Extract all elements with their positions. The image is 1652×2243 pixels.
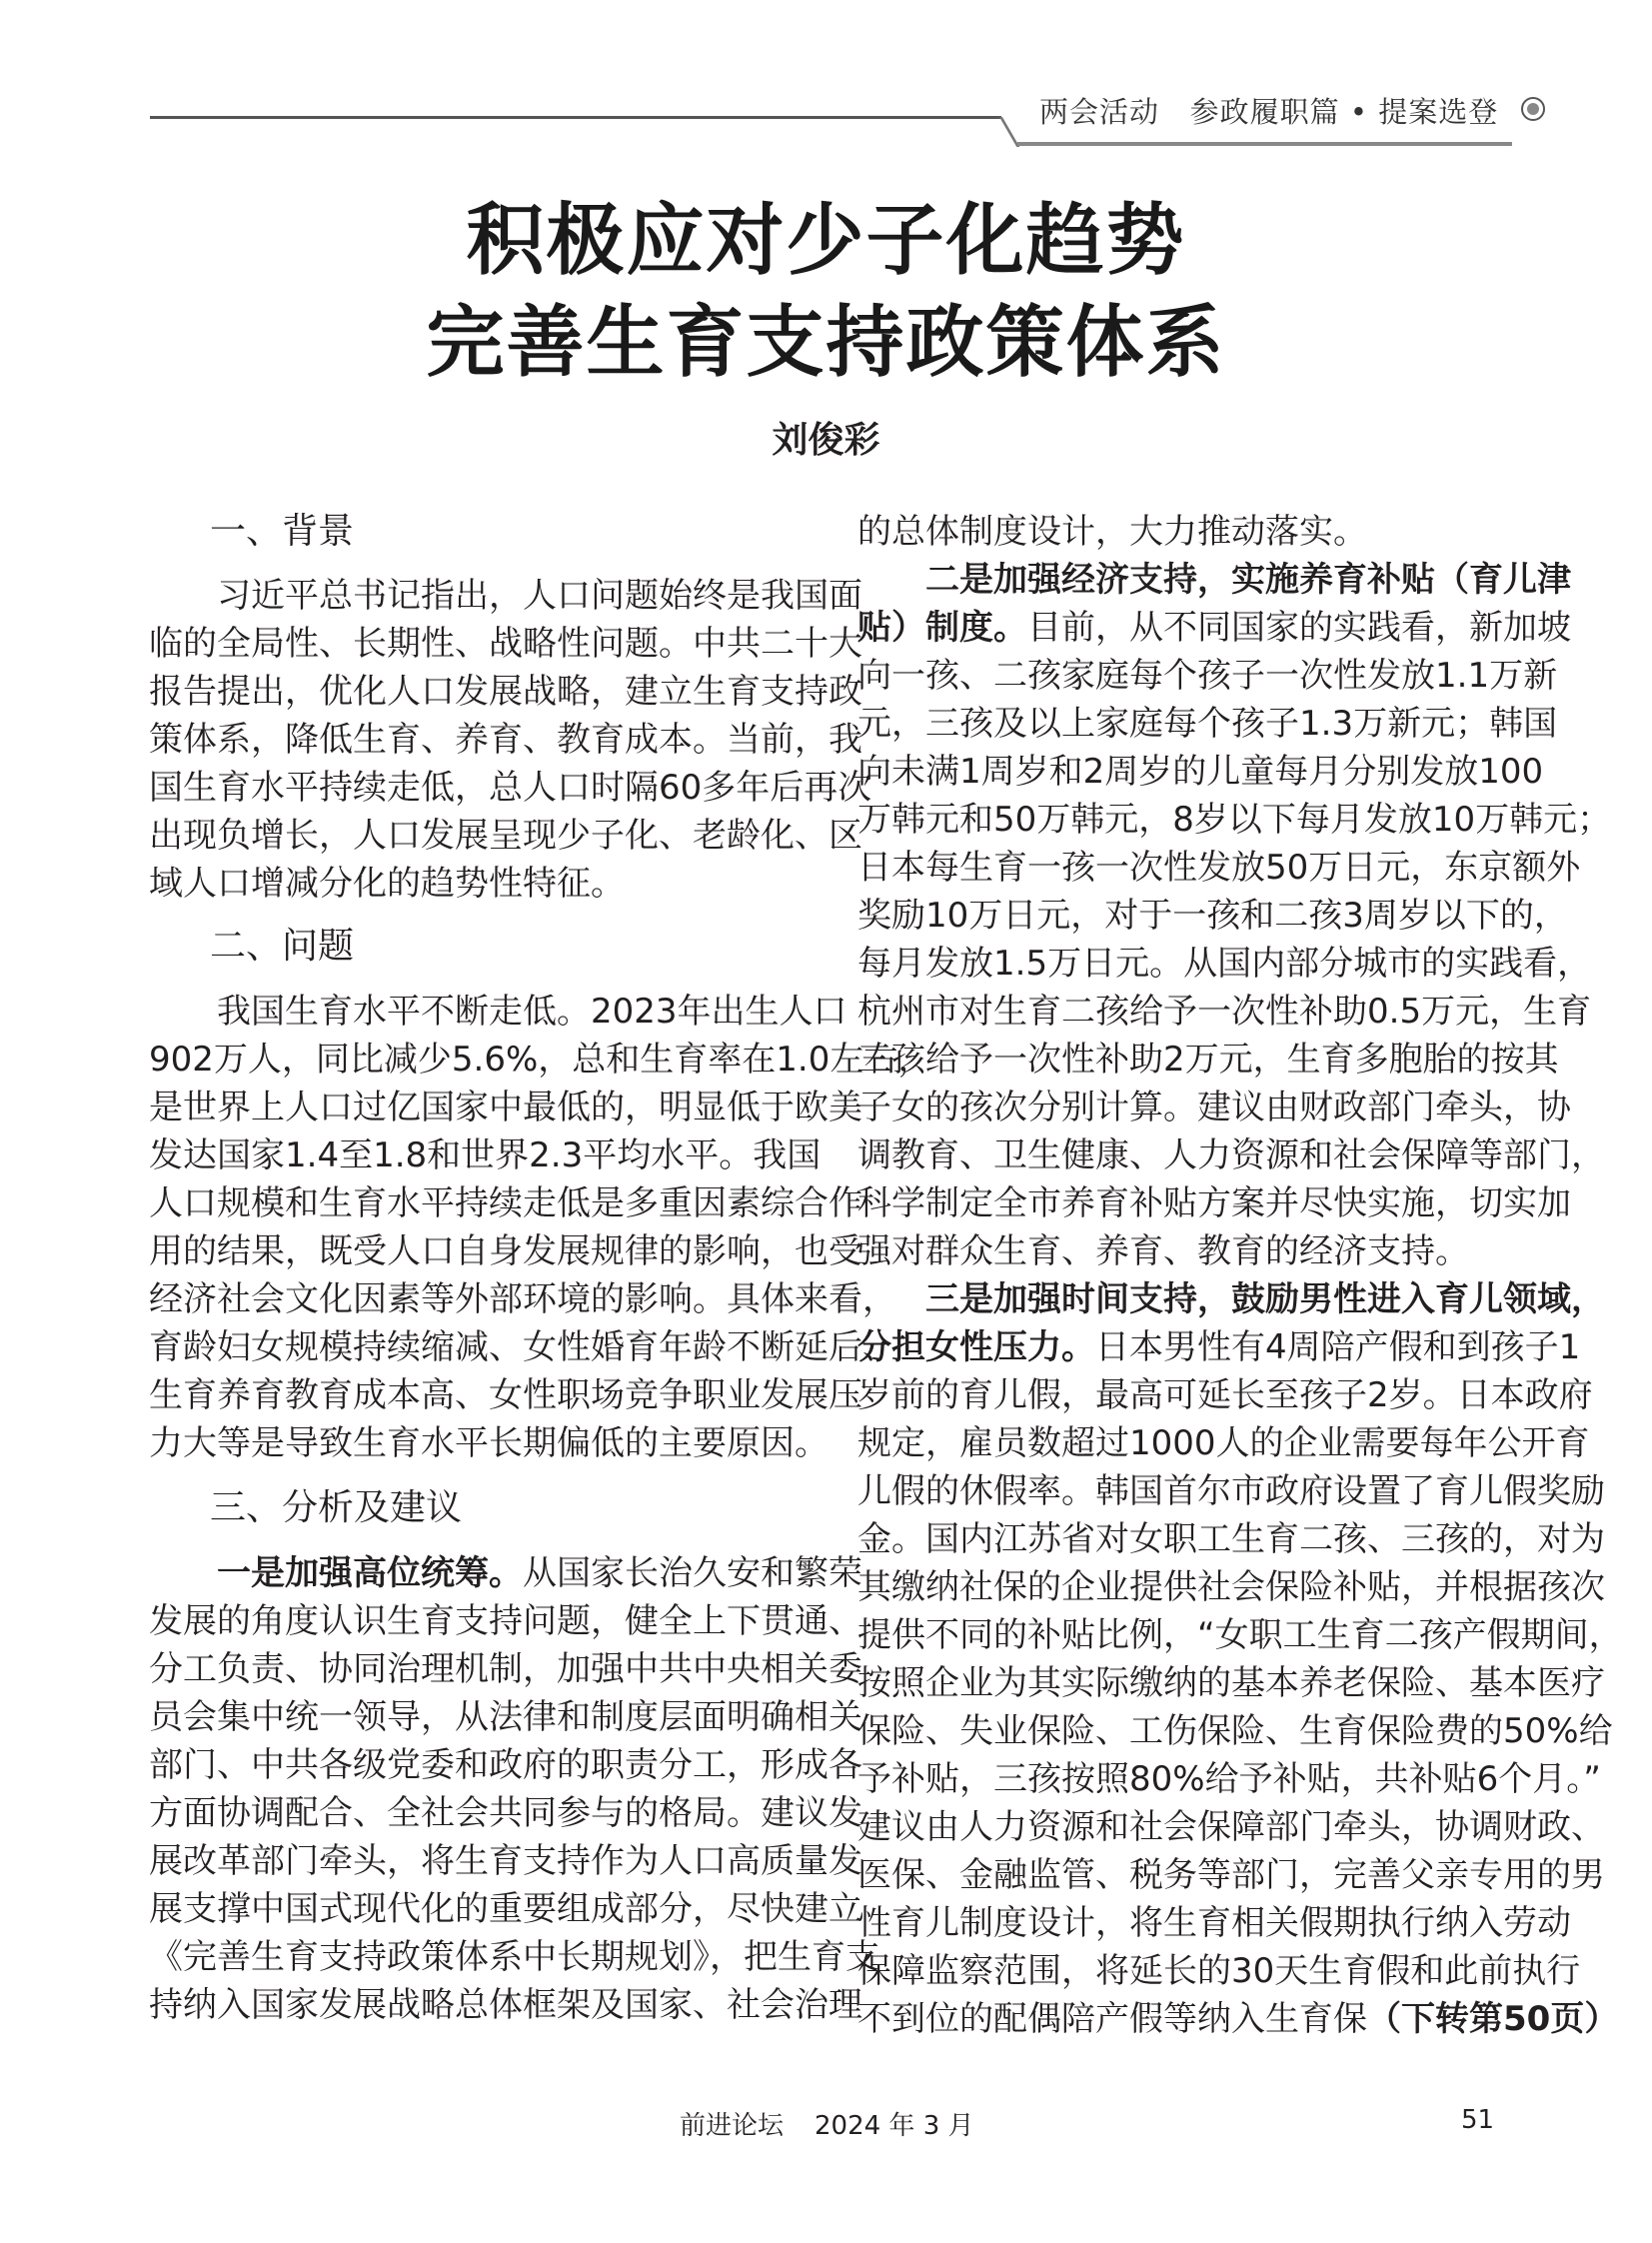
line-text: 报告提出，优化人口发展战略，建立生育支持政 bbox=[149, 672, 862, 712]
text-line bbox=[149, 860, 781, 908]
line-text: 强对群众生育、养育、教育的经济支持。 bbox=[857, 1231, 1469, 1271]
line-text: 育龄妇女规模持续缩减、女性婚育年龄不断延后、 bbox=[149, 1327, 896, 1367]
line-text: 向一孩、二孩家庭每个孩子一次性发放1.1万新 bbox=[857, 656, 1558, 696]
text-line bbox=[857, 796, 1612, 844]
text-line bbox=[857, 1755, 1601, 1803]
line-text: 儿假的休假率。韩国首尔市政府设置了育儿假奖励 bbox=[857, 1471, 1605, 1511]
text-line bbox=[857, 1371, 1593, 1419]
text-line bbox=[857, 1947, 1581, 1995]
text-line bbox=[149, 1419, 828, 1467]
line-text: 《完善生育支持政策体系中长期规划》，把生育支 bbox=[149, 1937, 879, 1977]
bold-text: 一是加强高位统筹。 bbox=[217, 1553, 523, 1593]
line-text: 用的结果，既受人口自身发展规律的影响，也受 bbox=[149, 1231, 862, 1271]
line-text: 奖励10万日元，对于一孩和二孩3周岁以下的， bbox=[857, 896, 1568, 936]
text-line bbox=[149, 764, 872, 812]
text-line bbox=[857, 700, 1558, 748]
line-text: 目前，从不同国家的实践看，新加坡 bbox=[1027, 608, 1571, 648]
line-text: 日本每生育一孩一次性发放50万日元，东京额外 bbox=[857, 848, 1581, 888]
text-line bbox=[149, 1885, 862, 1933]
line-text: 医保、金融监管、税务等部门，完善父亲专用的男 bbox=[857, 1855, 1605, 1895]
text-line bbox=[857, 508, 1489, 556]
text-line bbox=[857, 1084, 1571, 1131]
line-text: 万韩元和50万韩元，8岁以下每月发放10万韩元； bbox=[857, 800, 1612, 840]
footer-journal: 前进论坛 bbox=[680, 2111, 785, 2141]
right-column bbox=[857, 508, 1623, 2043]
line-text: 元，三孩及以上家庭每个孩子1.3万新元；韩国 bbox=[857, 704, 1558, 744]
line-text: 力大等是导致生育水平长期偏低的主要原因。 bbox=[149, 1423, 828, 1463]
line-text: 经济社会文化因素等外部环境的影响。具体来看， bbox=[149, 1279, 896, 1319]
line-text: 金。国内江苏省对女职工生育二孩、三孩的，对为 bbox=[857, 1519, 1605, 1559]
text-line bbox=[149, 1371, 862, 1419]
text-line bbox=[149, 1693, 862, 1741]
text-line bbox=[857, 1851, 1605, 1899]
text-line bbox=[149, 988, 847, 1036]
line-text: 902万人，同比减少5.6%，总和生育率在1.0左右， bbox=[149, 1040, 932, 1080]
title-line-2: 完善生育支持政策体系 bbox=[426, 298, 1226, 388]
text-line bbox=[857, 1179, 1571, 1227]
text-line bbox=[149, 1131, 822, 1179]
text-line bbox=[857, 1515, 1605, 1563]
text-line bbox=[149, 1036, 932, 1084]
text-line bbox=[149, 716, 862, 764]
header-rule-right bbox=[1017, 142, 1512, 146]
text-line bbox=[857, 988, 1592, 1036]
text-line bbox=[857, 1036, 1559, 1084]
line-text: 发展的角度认识生育支持问题，健全上下贯通、 bbox=[149, 1601, 862, 1641]
text-line bbox=[857, 1707, 1613, 1755]
text-line bbox=[857, 940, 1592, 988]
line-text: 的总体制度设计，大力推动落实。 bbox=[857, 512, 1367, 552]
paragraph-background bbox=[149, 572, 872, 908]
line-text: 临的全局性、长期性、战略性问题。中共二十大 bbox=[149, 624, 862, 664]
text-line bbox=[857, 652, 1558, 700]
line-text: 不到位的配偶陪产假等纳入生育保 bbox=[857, 1999, 1367, 2039]
header-rule-left bbox=[150, 116, 1001, 119]
text-line bbox=[149, 1645, 862, 1693]
line-text: 持纳入国家发展战略总体框架及国家、社会治理 bbox=[149, 1985, 862, 2025]
text-line bbox=[149, 1741, 862, 1789]
line-text: 人口规模和生育水平持续走低是多重因素综合作 bbox=[149, 1183, 862, 1223]
bold-text: 三是加强时间支持，鼓励男性进入育儿领域， bbox=[925, 1279, 1605, 1319]
author: 刘俊彩 bbox=[772, 420, 880, 461]
section-header: 两会活动 参政履职篇 • 提案选登 bbox=[1039, 95, 1499, 129]
bold-text: （下转第50页） bbox=[1367, 1999, 1619, 2039]
line-text: 科学制定全市养育补贴方案并尽快实施，切实加 bbox=[857, 1183, 1571, 1223]
line-text: 子女的孩次分别计算。建议由财政部门牵头，协 bbox=[857, 1088, 1571, 1127]
text-line bbox=[857, 1611, 1623, 1659]
line-text: 分工负责、协同治理机制，加强中共中央相关委 bbox=[149, 1649, 862, 1689]
line-text: 按照企业为其实际缴纳的基本养老保险、基本医疗 bbox=[857, 1663, 1605, 1703]
text-line bbox=[149, 620, 862, 668]
heading-analysis: 三、分析及建议 bbox=[210, 1487, 463, 1528]
line-text: 发达国家1.4至1.8和世界2.3平均水平。我国 bbox=[149, 1135, 822, 1175]
line-text: 杭州市对生育二孩给予一次性补助0.5万元，生育 bbox=[857, 992, 1592, 1032]
line-text: 其缴纳社保的企业提供社会保险补贴，并根据孩次 bbox=[857, 1567, 1605, 1607]
line-text: 是世界上人口过亿国家中最低的，明显低于欧美 bbox=[149, 1088, 862, 1127]
bold-text: 二是加强经济支持，实施养育补贴（育儿津 bbox=[925, 560, 1571, 600]
text-line bbox=[857, 1995, 1619, 2043]
text-line bbox=[857, 556, 1571, 604]
line-text: 展支撑中国式现代化的重要组成部分，尽快建立 bbox=[149, 1889, 862, 1929]
line-text: 建议由人力资源和社会保障部门牵头，协调财政、 bbox=[857, 1807, 1605, 1847]
page-number: 51 bbox=[1461, 2105, 1495, 2135]
line-text: 出现负增长，人口发展呈现少子化、老龄化、区 bbox=[149, 816, 862, 856]
line-text: 方面协调配合、全社会共同参与的格局。建议发 bbox=[149, 1793, 862, 1833]
bold-text: 分担女性压力。 bbox=[857, 1327, 1095, 1367]
text-line bbox=[857, 748, 1544, 796]
line-text: 部门、中共各级党委和政府的职责分工，形成各 bbox=[149, 1745, 862, 1785]
text-line bbox=[857, 1323, 1581, 1371]
line-text: 国生育水平持续走低，总人口时隔60多年后再次 bbox=[149, 768, 872, 808]
text-line bbox=[857, 1275, 1605, 1323]
bold-text: 贴）制度。 bbox=[857, 608, 1027, 648]
line-text: 提供不同的补贴比例，“女职工生育二孩产假期间， bbox=[857, 1615, 1623, 1655]
footer-date: 2024 年 3 月 bbox=[815, 2111, 974, 2141]
text-line bbox=[149, 1981, 862, 2029]
line-text: 生育养育教育成本高、女性职场竞争职业发展压 bbox=[149, 1375, 862, 1415]
text-line bbox=[149, 1275, 896, 1323]
line-text: 策体系，降低生育、养育、教育成本。当前，我 bbox=[149, 720, 862, 760]
text-line bbox=[857, 604, 1571, 652]
line-text: 我国生育水平不断走低。2023年出生人口 bbox=[217, 992, 847, 1032]
line-text: 员会集中统一领导，从法律和制度层面明确相关 bbox=[149, 1697, 862, 1737]
line-text: 向未满1周岁和2周岁的儿童每月分别发放100 bbox=[857, 752, 1544, 792]
line-text: 域人口增减分化的趋势性特征。 bbox=[149, 864, 625, 904]
text-line bbox=[149, 1179, 862, 1227]
line-text: 予补贴，三孩按照80%给予补贴，共补贴6个月。” bbox=[857, 1759, 1601, 1799]
text-line bbox=[149, 1933, 879, 1981]
text-line bbox=[149, 1084, 862, 1131]
line-text: 岁前的育儿假，最高可延长至孩子2岁。日本政府 bbox=[857, 1375, 1593, 1415]
paragraph-problem bbox=[149, 988, 932, 1467]
text-line bbox=[857, 1659, 1605, 1707]
heading-background: 一、背景 bbox=[210, 511, 355, 552]
line-text: 日本男性有4周陪产假和到孩子1 bbox=[1095, 1327, 1581, 1367]
text-line bbox=[149, 1323, 896, 1371]
text-line bbox=[149, 1597, 862, 1645]
text-line bbox=[857, 1227, 1489, 1275]
line-text: 保险、失业保险、工伤保险、生育保险费的50%给 bbox=[857, 1711, 1613, 1751]
text-line bbox=[857, 844, 1581, 892]
line-text: 规定，雇员数超过1000人的企业需要每年公开育 bbox=[857, 1423, 1590, 1463]
line-text: 习近平总书记指出，人口问题始终是我国面 bbox=[217, 576, 862, 616]
line-text: 性育儿制度设计，将生育相关假期执行纳入劳动 bbox=[857, 1903, 1571, 1943]
text-line bbox=[149, 1837, 862, 1885]
text-line bbox=[857, 1563, 1605, 1611]
text-line bbox=[149, 668, 862, 716]
text-line bbox=[149, 1789, 862, 1837]
paragraph-analysis bbox=[149, 1549, 879, 2029]
heading-problem: 二、问题 bbox=[210, 926, 355, 967]
text-line bbox=[149, 1227, 862, 1275]
text-line bbox=[149, 572, 862, 620]
line-text: 保障监察范围，将延长的30天生育假和此前执行 bbox=[857, 1951, 1581, 1991]
line-text: 展改革部门牵头，将生育支持作为人口高质量发 bbox=[149, 1841, 862, 1881]
line-text: 从国家长治久安和繁荣 bbox=[523, 1553, 862, 1593]
text-line bbox=[149, 812, 862, 860]
line-text: 每月发放1.5万日元。从国内部分城市的实践看， bbox=[857, 944, 1592, 984]
text-line bbox=[857, 1467, 1605, 1515]
line-text: 调教育、卫生健康、人力资源和社会保障等部门， bbox=[857, 1135, 1605, 1175]
text-line bbox=[857, 1131, 1605, 1179]
line-text: 三孩给予一次性补助2万元，生育多胞胎的按其 bbox=[857, 1040, 1559, 1080]
text-line bbox=[857, 892, 1568, 940]
target-circle-icon bbox=[1521, 97, 1545, 121]
text-line bbox=[149, 1549, 862, 1597]
title-line-1: 积极应对少子化趋势 bbox=[466, 196, 1186, 286]
text-line bbox=[857, 1419, 1590, 1467]
text-line bbox=[857, 1899, 1571, 1947]
text-line bbox=[857, 1803, 1605, 1851]
